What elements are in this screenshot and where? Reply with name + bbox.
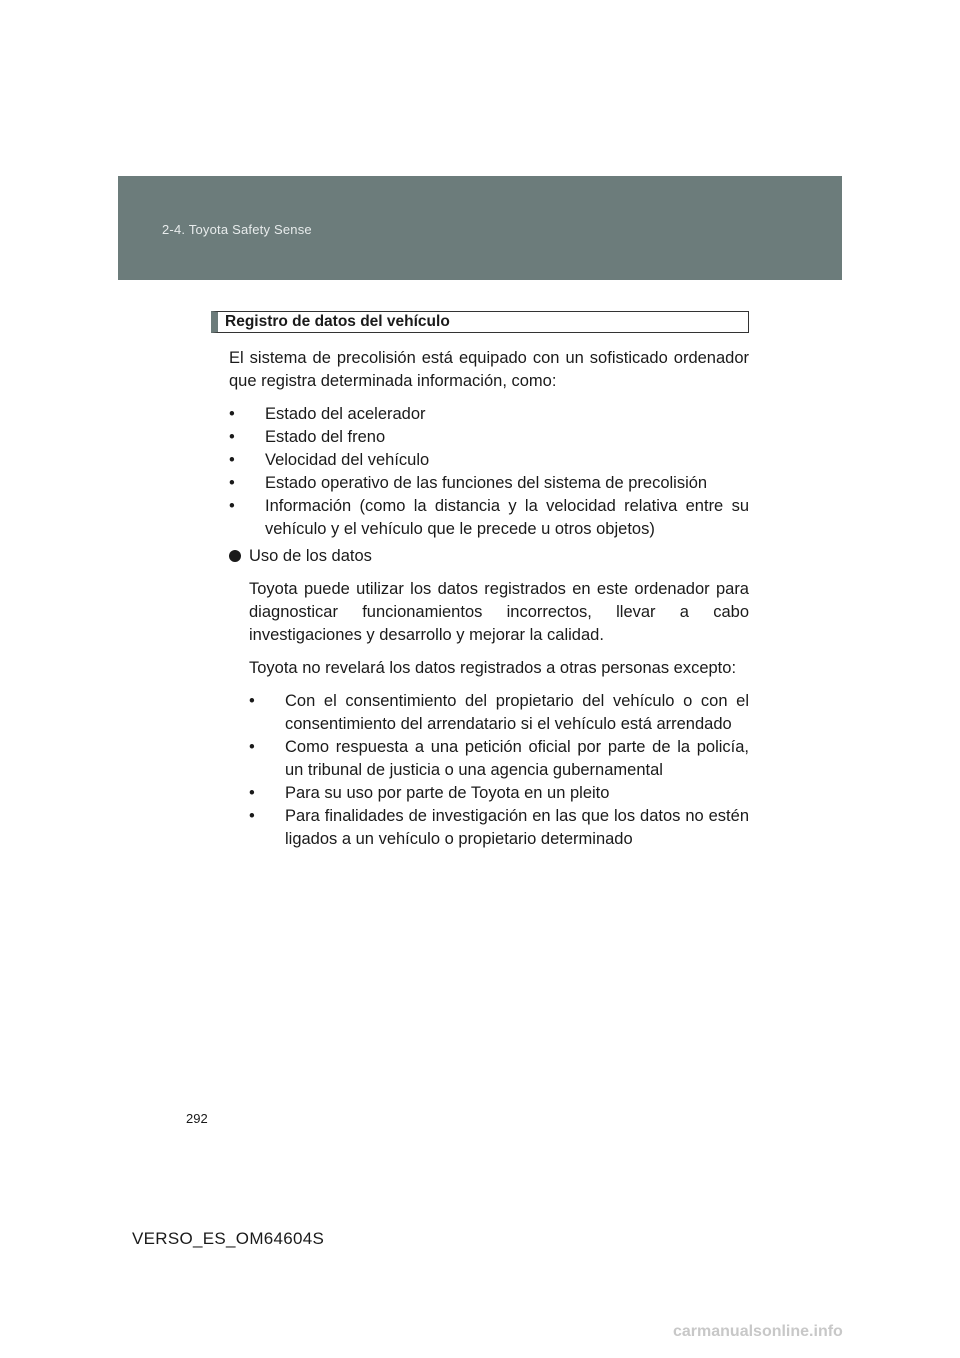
data-use-title: Uso de los datos (249, 547, 372, 565)
list-item: • Estado del acelerador (229, 403, 749, 426)
section-label: 2-4. Toyota Safety Sense (162, 222, 312, 237)
document-code: VERSO_ES_OM64604S (132, 1229, 325, 1248)
list-item: • Estado operativo de las funciones del sistema de precolisión (229, 472, 749, 495)
list-item: • Con el consentimiento del propietario del vehículo o con el consentimiento del arrendatario si el vehículo está arrendado (249, 690, 749, 736)
intro-paragraph: El sistema de precolisión está equipado con un sofisticado ordenador que registra determinada información, como: (229, 349, 749, 390)
list-item: • Información (como la distancia y la velocidad relativa entre su vehículo y el vehículo que le precede u otros objetos) (229, 495, 749, 541)
list-item: • Velocidad del vehículo (229, 449, 749, 472)
info-list (211, 403, 749, 541)
list-item: • Para su uso por parte de Toyota en un pleito (249, 782, 749, 805)
header-band (118, 176, 842, 280)
watermark: carmanualsonline.info (673, 1323, 843, 1340)
data-use-paragraph: Toyota puede utilizar los datos registrados en este ordenador para diagnosticar funcionamientos incorrectos, llevar a cabo investigaciones y desarrollo y mejorar la calidad. (249, 580, 749, 644)
list-item: • Como respuesta a una petición oficial por parte de la policía, un tribunal de justicia o una agencia gubernamental (249, 736, 749, 782)
section-heading: Registro de datos del vehículo (211, 311, 749, 333)
exceptions-list (211, 690, 749, 851)
list-item: • Para finalidades de investigación en las que los datos no estén ligados a un vehículo o propietario determinado (249, 805, 749, 851)
page-number: 292 (186, 1111, 208, 1126)
page-content (211, 311, 749, 851)
list-item: • Estado del freno (229, 426, 749, 449)
filled-circle-icon (229, 550, 241, 562)
disclosure-paragraph: Toyota no revelará los datos registrados a otras personas excepto: (249, 659, 737, 677)
data-use-heading (229, 545, 749, 568)
